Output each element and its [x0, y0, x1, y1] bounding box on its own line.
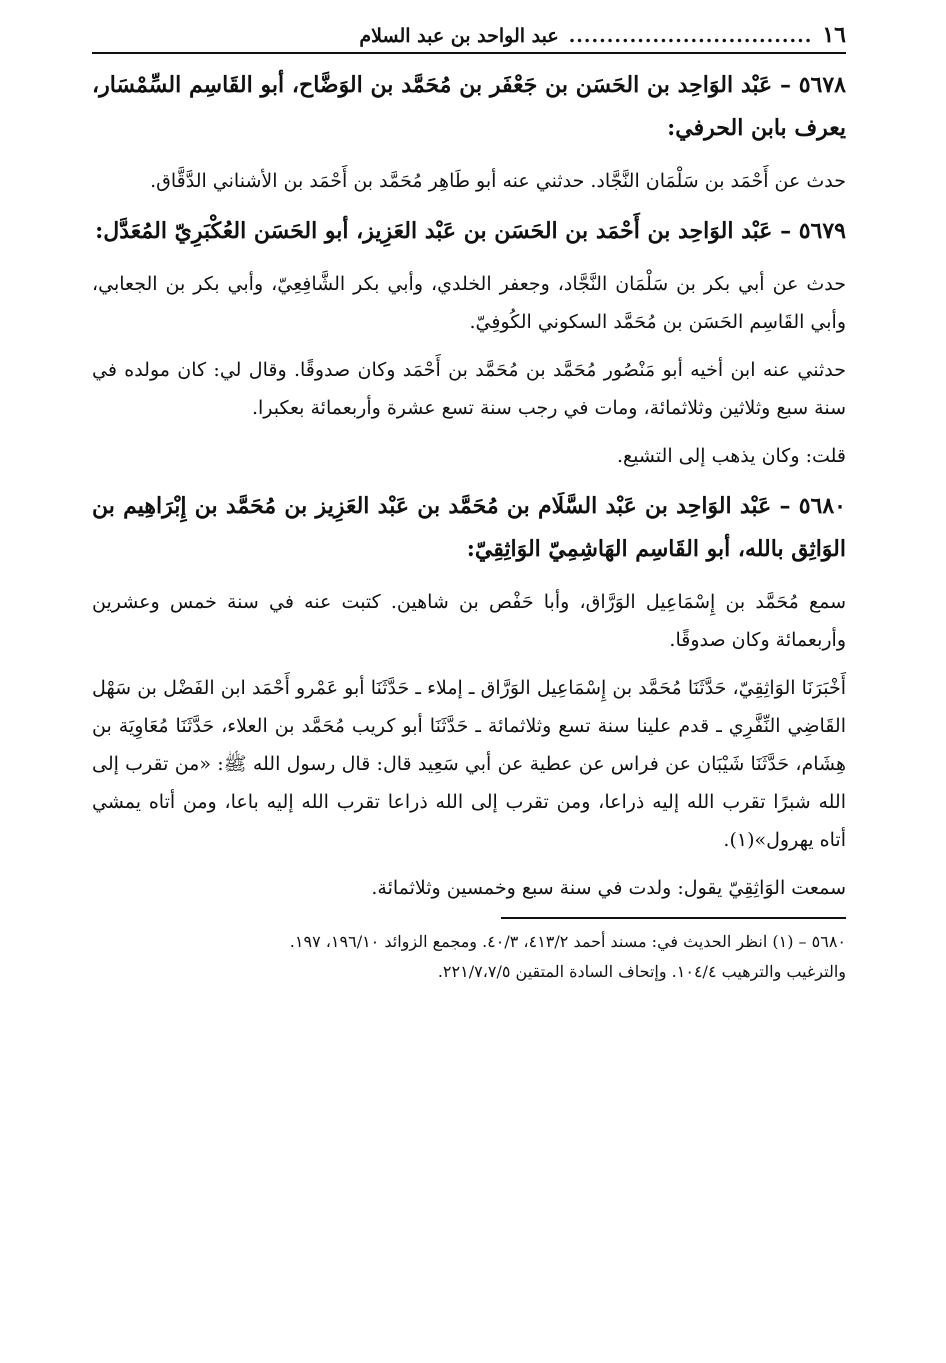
entry-paragraph: سمع مُحَمَّد بن إِسْمَاعِيل الوَرَّاق، وأبا حَفْص بن شاهين. كتبت عنه في سنة خمس وعشرين وأربعمائة وكان صدوقًا.: [92, 591, 846, 651]
entry-heading-5680: ٥٦٨٠ – عَبْد الوَاحِد بن عَبْد السَّلَام بن مُحَمَّد بن عَبْد العَزِيز بن مُحَمَّد بن إِبْرَاهِيم بن الوَاثِق بالله، أبو القَاسِم الهَاشِمِيّ الوَاثِقِيّ:: [92, 493, 846, 562]
entry-paragraph: حدث عن أبي بكر بن سَلْمَان النَّجَّاد، وجعفر الخلدي، وأبي بكر الشَّافِعِيّ، وأبي بكر بن الجعابي، وأبي القَاسِم الحَسَن بن مُحَمَّد السكوني الكُوفِيّ.: [92, 273, 846, 333]
entry-heading-5679: ٥٦٧٩ – عَبْد الوَاحِد بن أَحْمَد بن الحَسَن بن عَبْد العَزِيز، أبو الحَسَن العُكْبَرِيّ المُعَدَّل:: [95, 218, 846, 244]
entry-paragraph: حدثني عنه ابن أخيه أبو مَنْصُور مُحَمَّد بن مُحَمَّد بن أَحْمَد وكان صدوقًا. وقال لي: كان مولده في سنة سبع وثلاثين وثلاثمائة، ومات في رجب سنة تسع عشرة وأربعمائة بعكبرا.: [92, 359, 846, 419]
entry-paragraph: حدث عن أَحْمَد بن سَلْمَان النَّجَّاد. حدثني عنه أبو طَاهِر مُحَمَّد بن أَحْمَد بن الأشناني الدَّقَّاق.: [150, 170, 846, 192]
entry-paragraph: سمعت الوَاثِقِيّ يقول: ولدت في سنة سبع وخمسين وثلاثمائة.: [371, 877, 846, 899]
footnote-separator: [501, 917, 846, 919]
footnote-line: والترغيب والترهيب ١٠٤/٤. وإتحاف السادة المتقين ٢٢١/٧،٧/٥.: [437, 962, 846, 981]
document-page: [92, 22, 846, 987]
page-number: ١٦: [822, 22, 846, 48]
running-header: [92, 22, 846, 54]
leader-dots: ................................: [568, 25, 813, 47]
footnote-line: ٥٦٨٠ – (١) انظر الحديث في: مسند أحمد ٤١٣/٢، ٤٠/٣. ومجمع الزوائد ١٩٦/١٠، ١٩٧.: [289, 932, 846, 951]
entry-paragraph: أَخْبَرَنَا الوَاثِقِيّ، حَدَّثَنَا مُحَمَّد بن إِسْمَاعِيل الوَرَّاق ـ إملاء ـ حَدَّثَنَا أبو عَمْرو أَحْمَد ابن الفَضْل بن سَهْل القَاضِي النِّفَّرِي ـ قدم علينا سنة تسع وثلاثمائة ـ حَدَّثَنَا أبو كريب مُحَمَّد بن العلاء، حَدَّثَنَا مُعَاوِيَة بن هِشَام، حَدَّثَنَا شَيْبَان عن فراس عن عطية عن أبي سَعِيد قال: قال رسول الله ﷺ: «من تقرب إلى الله شبرًا تقرب الله إليه ذراعا، ومن تقرب إلى الله ذراعا تقرب الله إليه باعا، ومن أتاه يمشي أتاه يهرول»(١).: [92, 677, 846, 851]
entry-heading-5678: ٥٦٧٨ – عَبْد الوَاحِد بن الحَسَن بن جَعْفَر بن مُحَمَّد بن الوَضَّاح، أبو القَاسِم السِّمْسَار، يعرف بابن الحرفي:: [92, 72, 846, 141]
entry-paragraph: قلت: وكان يذهب إلى التشيع.: [616, 445, 846, 467]
running-title: عبد الواحد بن عبد السلام: [359, 25, 559, 47]
